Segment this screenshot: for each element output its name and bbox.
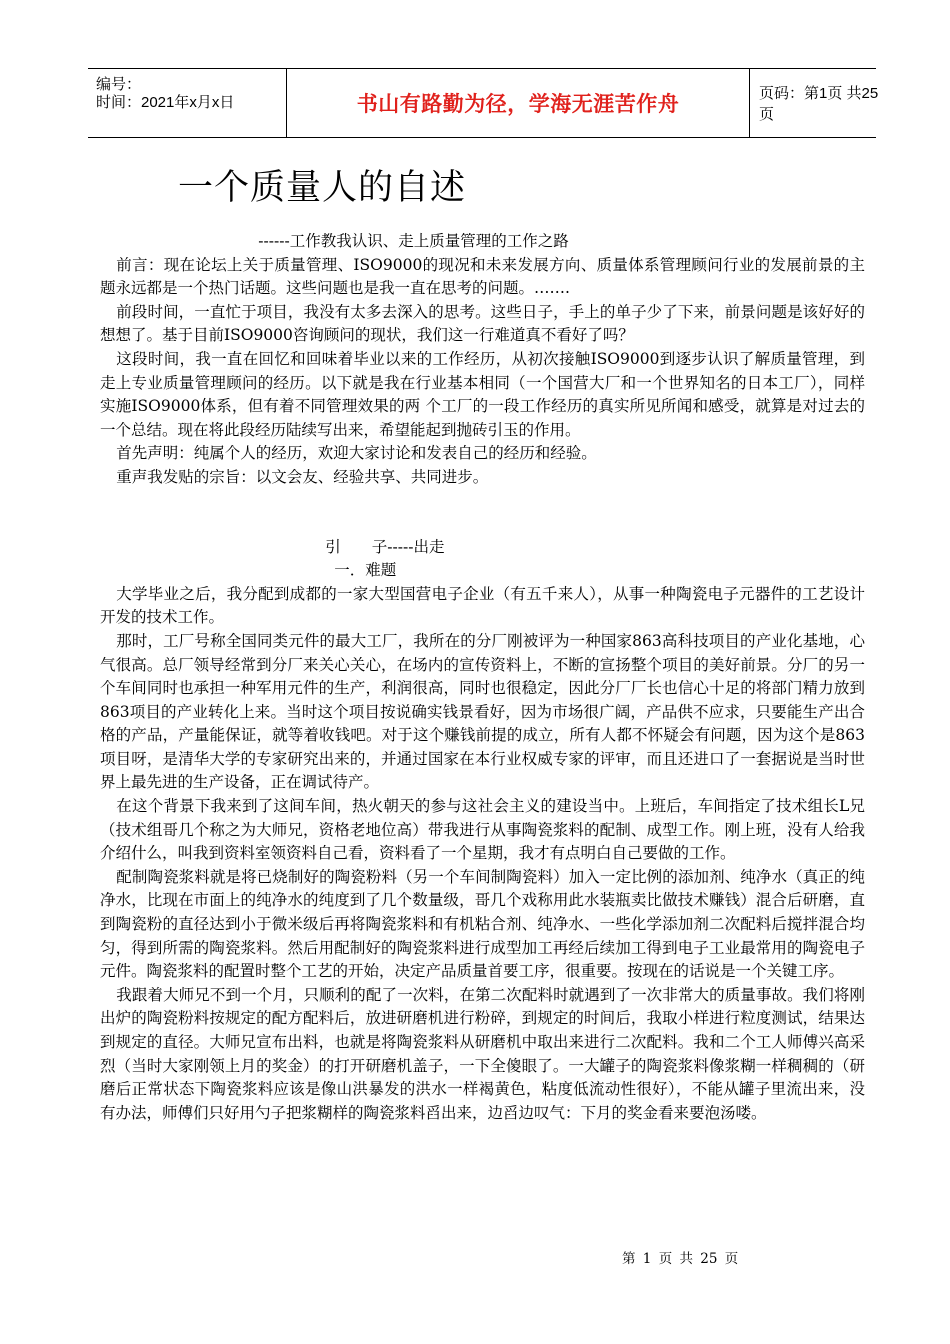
document-title: 一个质量人的自述 [178, 168, 467, 208]
header-motto: 书山有路勤为径，学海无涯苦作舟 [356, 93, 680, 116]
body-paragraph: 在这个背景下我来到了这间车间，热火朝天的参与这社会主义的建设当中。上班后，车间指定了技术组长L兄（技术组哥几个称之为大师兄，资格老地位高）带我进行从事陶瓷浆料的配制、成型工作。刚上班，没有人给我介绍什么，叫我到资料室领资料自己看，资料看了一个星期，我才有点明白自己要做的工作。 [100, 797, 865, 863]
intro-paragraph: 这段时间，我一直在回忆和回味着毕业以来的工作经历，从初次接触ISO9000到逐步认识了解质量管理，到走上专业质量管理顾问的经历。以下就是我在行业基本相同（一个国营大厂和一个世界知名的日本工厂），同样实施ISO9000体系，但有着不同管理效果的两 个工厂的一段工作经历的真实所见所闻和感受，就算是对过去的一个总结。现在将此段经历陆续写出来，希望能起到抛砖引玉的作用。 [100, 349, 865, 439]
document-number-label: 编号： [96, 76, 142, 93]
body-paragraph: 我跟着大师兄不到一个月，只顺利的配了一次料，在第二次配料时就遇到了一次非常大的质量事故。我们将刚出炉的陶瓷粉料按规定的配方配料后，放进研磨机进行粉碎，到规定的时间后，我取小样进行粒度测试，结果达到规定的直径。大师兄宣布出料，也就是将陶瓷浆料从研磨机中取出来进行二次配料。我和二个工人师傅兴高采烈（当时大家刚领上月的奖金）的打开研磨机盖子，一下全傻眼了。一大罐子的陶瓷浆料像浆糊一样稠稠的（研磨后正常状态下陶瓷浆料应该是像山洪暴发的洪水一样褐黄色，粘度低流动性很好），不能从罐子里流出来，没有办法，师傅们只好用勺子把浆糊样的陶瓷浆料舀出来，边舀边叹气：下月的奖金看来要泡汤喽。 [100, 985, 865, 1122]
page-header [88, 68, 879, 138]
intro-paragraph: 首先声明：纯属个人的经历，欢迎大家讨论和发表自己的经历和经验。 [116, 444, 597, 463]
intro-paragraph: 前段时间，一直忙于项目，我没有太多去深入的思考。这些日子，手上的单子少了下来，前景问题是该好好的想想了。基于目前ISO9000咨询顾问的现状，我们这一行难道真不看好了吗？ [100, 302, 865, 345]
page-footer [622, 1247, 741, 1267]
intro-paragraph: 重声我发贴的宗旨：以文会友、经验共享、共同进步。 [116, 467, 489, 486]
header-page-info: 页码：第1页 共25页 [759, 85, 879, 123]
footer-word: 页 [658, 1251, 673, 1267]
body-paragraph: 大学毕业之后，我分配到成都的一家大型国营电子企业（有五千来人），从事一种陶瓷电子元器件的工艺设计开发的技术工作。 [100, 584, 865, 627]
intro-paragraph: 前言：现在论坛上关于质量管理、ISO9000的现况和未来发展方向、质量体系管理顾问行业的发展前景的主题永远都是一个热门话题。这些问题也是我一直在思考的问题。……. [100, 255, 865, 298]
body-paragraph: 配制陶瓷浆料就是将已烧制好的陶瓷粉料（另一个车间制陶瓷料）加入一定比例的添加剂、纯净水（真正的纯净水，比现在市面上的纯净水的纯度到了几个数量级，哥几个戏称用此水装瓶卖比做技术赚钱）混合后研磨，直到陶瓷粉的直径达到小于微米级后再将陶瓷浆料和有机粘合剂、纯净水、一些化学添加剂二次配料后搅拌混合均匀，得到所需的陶瓷浆料。然后用配制好的陶瓷浆料进行成型加工再经后续加工得到电子工业最常用的陶瓷电子元件。陶瓷浆料的配置时整个工艺的开始，决定产品质量首要工序，很重要。按现在的话说是一个关键工序。 [100, 867, 865, 981]
header-motto-cell [286, 69, 750, 137]
sub-heading: 一．难题 [334, 561, 397, 580]
section-heading: 引 子-----出走 [325, 537, 445, 556]
body-paragraph: 那时，工厂号称全国同类元件的最大工厂，我所在的分厂刚被评为一种国家863高科技项目的产业化基地，心气很高。总厂领导经常到分厂来关心关心，在场内的宣传资料上，不断的宣扬整个项目的美好前景。分厂的另一个车间同时也承担一种军用元件的生产，利润很高，同时也很稳定，因此分厂厂长也信心十足的将部门精力放到863项目的产业转化上来。当时这个项目按说确实钱景看好，因为市场很广阔，产品供不应求，只要能生产出合格的产品，产量能保证，就等着收钱吧。对于这个赚钱前提的成立，所有人都不怀疑会有问题，因为这个是863项目呀，是清华大学的专家研究出来的，并通过国家在本行业权威专家的评审，而且还进口了一套据说是当时世界上最先进的生产设备，正在调试待产。 [100, 631, 865, 792]
spacer [100, 490, 865, 513]
footer-total-pages: 25 [700, 1251, 718, 1267]
footer-word: 页 [724, 1251, 739, 1267]
spacer [100, 513, 865, 536]
document-subtitle: ------工作教我认识、走上质量管理的工作之路 [258, 232, 569, 250]
footer-word: 共 [679, 1251, 693, 1267]
header-meta [88, 69, 286, 137]
footer-page-number: 1 [642, 1251, 652, 1267]
document-time-label: 时间：2021年x月x日 [96, 94, 235, 111]
footer-word: 第 [622, 1251, 636, 1267]
document-body [100, 230, 865, 1125]
